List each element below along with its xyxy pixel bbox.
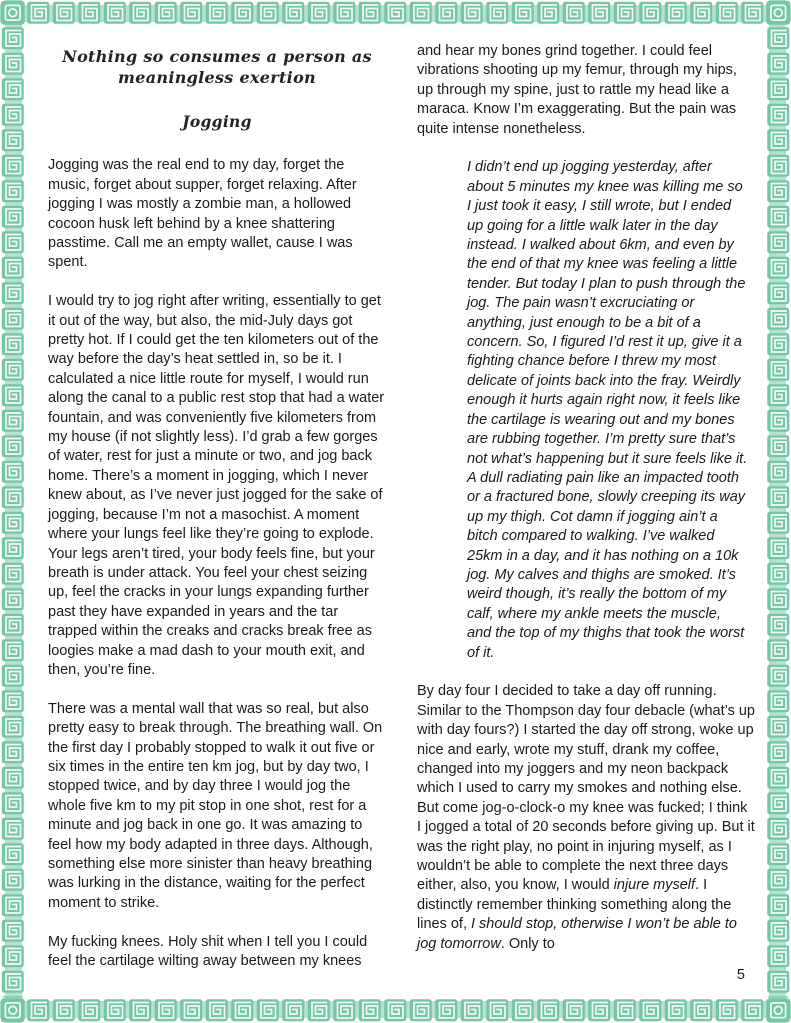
text-segment-italic: I should stop, otherwise I won’t be able to jog tomorrow — [417, 916, 737, 952]
blockquote: I didn’t end up jogging yesterday, after about 5 minutes my knee was killing me so I just took it easy, I still wrote, but I ended up going for a little walk later in the day instead. I walked about 6km, and even by the end of that my knee was feeling a little tender. But today I plan to push through the jog. The pain wasn’t excruciating or anything, just enough to be a bit of a concern. So, I figured I’d rest it up, give it a fighting chance before I threw my most delicate of joints back into the fray. Weirdly enough it hurts again right now, it feels like the cartilage is wearing out and my bones are rubbing together. I’m pretty sure that’s not what’s happening but it sure feels like it. A dull radiating pain like an impacted tooth or a fractured bone, slowly creeping its way up my thigh. Cot damn if jogging ain’t a bitch compared to walking. I’ve walked 25km in a day, and it has nothing on a 10k jog. My calves and thighs are smoked. It’s weird though, it’s really the bottom of my calf, where my ankle meets the muscle, and the top of my thighs that took the worst of it. — [467, 159, 748, 661]
section-heading: Jogging — [182, 112, 252, 131]
text-segment-italic: injure myself — [613, 877, 696, 894]
right-column — [417, 42, 755, 971]
page-title — [48, 46, 386, 88]
paragraph: and hear my bones grind together. I could feel vibrations shooting up my femur, through my hips, up through my spine, just to rattle my head like a maraca. Know I’m exaggerating. But the pain was quite intense nonetheless. — [417, 43, 737, 137]
document-body — [48, 42, 755, 971]
page-number: 5 — [736, 966, 745, 983]
page-title-line2: meaningless exertion — [118, 68, 316, 87]
paragraph: There was a mental wall that was so real, but also pretty easy to break through. The breathing wall. On the first day I probably stopped to walk it out five or six times in the entire ten km jog, but by day two, I stopped twice, and by day three I would jog the whole five km to my pit stop in one shot, rest for a minute and jog back in one go. It was amazing to feel how my body adapted in three days. Although, something else more sinister than heavy breathing was lurking in the distance, waiting for the perfect moment to strike. — [48, 700, 383, 911]
text-segment: By day four I decided to take a day off running. Similar to the Thompson day four debacle (what’s up with day fours?) I started the day off strong, woke up nice and early, wrote my stuff, drank my coffee, changed into my joggers and my neon backpack which I used to carry my smokes and nothing else. But come jog-o-clock-o my knee was fucked; I think I jogged a total of 20 seconds before giving up. But it was the right play, no point in injuring myself, as I wouldn’t be able to complete the next three days either, also, you know, I would — [417, 683, 755, 894]
paragraph: My fucking knees. Holy shit when I tell you I could feel the cartilage wilting away between my knees — [48, 933, 368, 970]
text-segment: . Only to — [500, 935, 555, 952]
paragraph — [417, 682, 755, 954]
left-column — [48, 42, 386, 971]
page-title-line1: Nothing so consumes a person as — [62, 47, 372, 66]
paragraph: Jogging was the real end to my day, forget the music, forget about supper, forget relaxing. After jogging I was mostly a zombie man, a hollowed cocoon husk left behind by a knee shattering passtime. Call me an empty wallet, cause I was spent. — [48, 157, 357, 271]
paragraph: I would try to jog right after writing, essentially to get it out of the way, but also, the mid-July days got pretty hot. If I could get the ten kilometers out of the way before the day’s heat settled in, so be it. I calculated a nice little route for myself, I would run along the canal to a public rest stop that had a water fountain, and was conveniently five kilometers from my house (if not slightly less). I’d grab a few gorges of water, rest for just a minute or two, and jog back home. There’s a moment in jogging, which I never knew about, as I’ve never just jogged for the sake of jogging, because I’m not a masochist. A moment where your lungs feel like they’re going to explode. Your legs aren’t tired, your body feels fine, but your breath is under attack. You feel your chest seizing up, feel the cracks in your lungs expanding further past they have expanded in years and the tar trapped within the creaks and cracks break free as loogies make a mad dash to your mouth exit, and then, you’re fine. — [48, 293, 385, 678]
text-segment: . I distinctly remember thinking something along the lines of, — [417, 877, 732, 933]
